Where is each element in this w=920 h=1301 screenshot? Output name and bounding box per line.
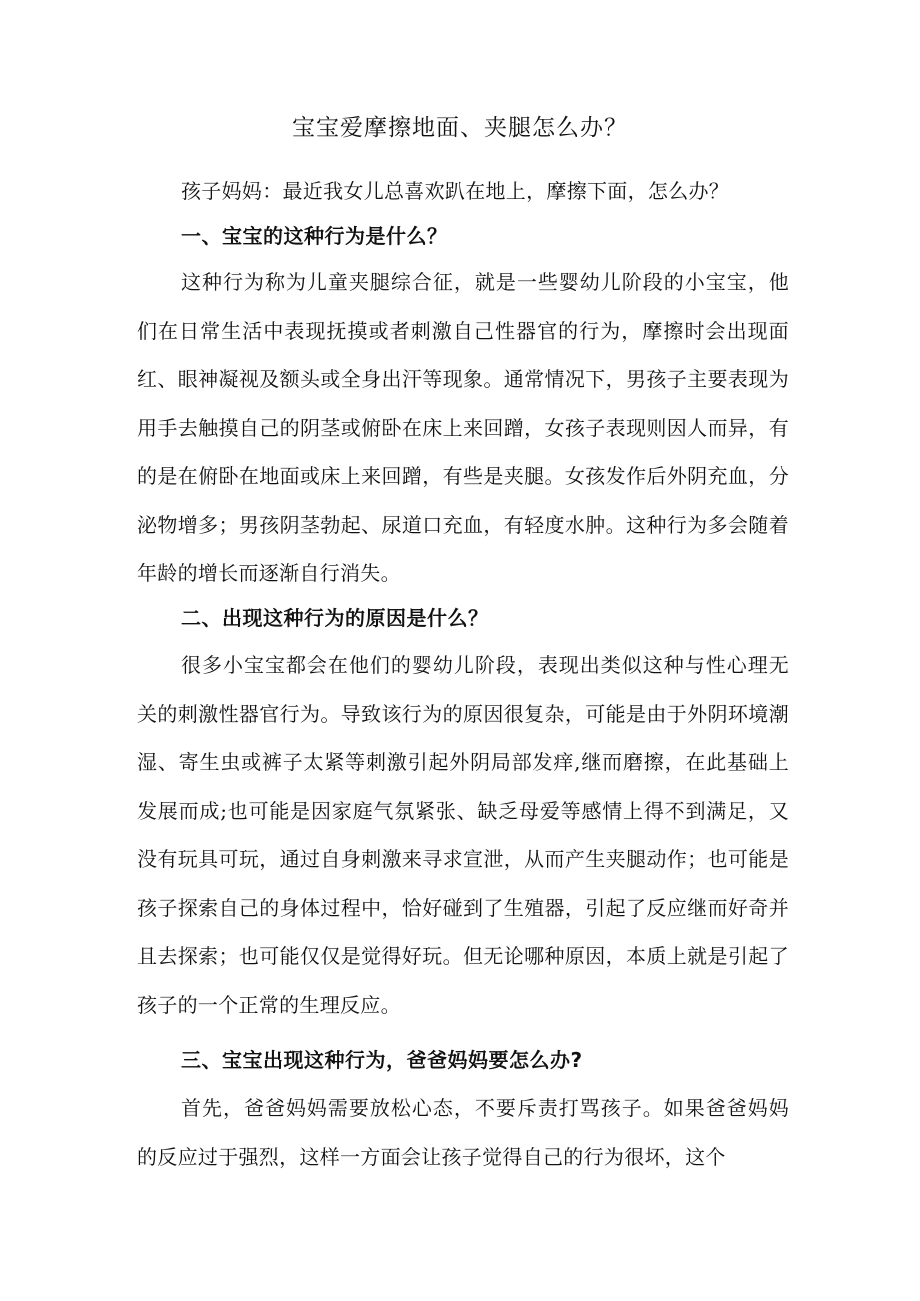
section-body-1: 这种行为称为儿童夹腿综合征，就是一些婴幼儿阶段的小宝宝，他们在日常生活中表现抚摸或者刺激自己性器官的行为，摩擦时会出现面红、眼神凝视及额头或全身出汗等现象。通常情况下，男孩子主要表现为用手去触摸自己的阴茎或俯卧在床上来回蹭，女孩子表现则因人而异，有的是在俯卧在地面或床上来回蹭，有些是夹腿。女孩发作后外阴充血，分泌物增多；男孩阴茎勃起、尿道口充血，有轻度水肿。这种行为多会随着年龄的增长而逐渐自行消失。 [137, 270, 789, 585]
document-title: 宝宝爱摩擦地面、夹腿怎么办？ [292, 115, 628, 141]
section-heading-1: 一、宝宝的这种行为是什么？ [181, 224, 448, 248]
parent-question: 孩子妈妈：最近我女儿总喜欢趴在地上，摩擦下面，怎么办？ [181, 179, 730, 203]
section-heading-2: 二、出现这种行为的原因是什么？ [181, 606, 489, 630]
section-body-3: 首先，爸爸妈妈需要放松心态，不要斥责打骂孩子。如果爸爸妈妈的反应过于强烈，这样一方面会让孩子觉得自己的行为很坏，这个 [137, 1096, 789, 1169]
section-heading-3: 三、宝宝出现这种行为，爸爸妈妈要怎么办? [181, 1048, 583, 1072]
section-body-2: 很多小宝宝都会在他们的婴幼儿阶段，表现出类似这种与性心理无关的刺激性器官行为。导致该行为的原因很复杂，可能是由于外阴环境潮湿、寄生虫或裤子太紧等刺激引起外阴局部发痒,继而磨擦，在此基础上发展而成;也可能是因家庭气氛紧张、缺乏母爱等感情上得不到满足，又没有玩具可玩，通过自身刺激来寻求宣泄，从而产生夹腿动作；也可能是孩子探索自己的身体过程中，恰好碰到了生殖器，引起了反应继而好奇并且去探索；也可能仅仅是觉得好玩。但无论哪种原因，本质上就是引起了孩子的一个正常的生理反应。 [137, 653, 789, 1017]
